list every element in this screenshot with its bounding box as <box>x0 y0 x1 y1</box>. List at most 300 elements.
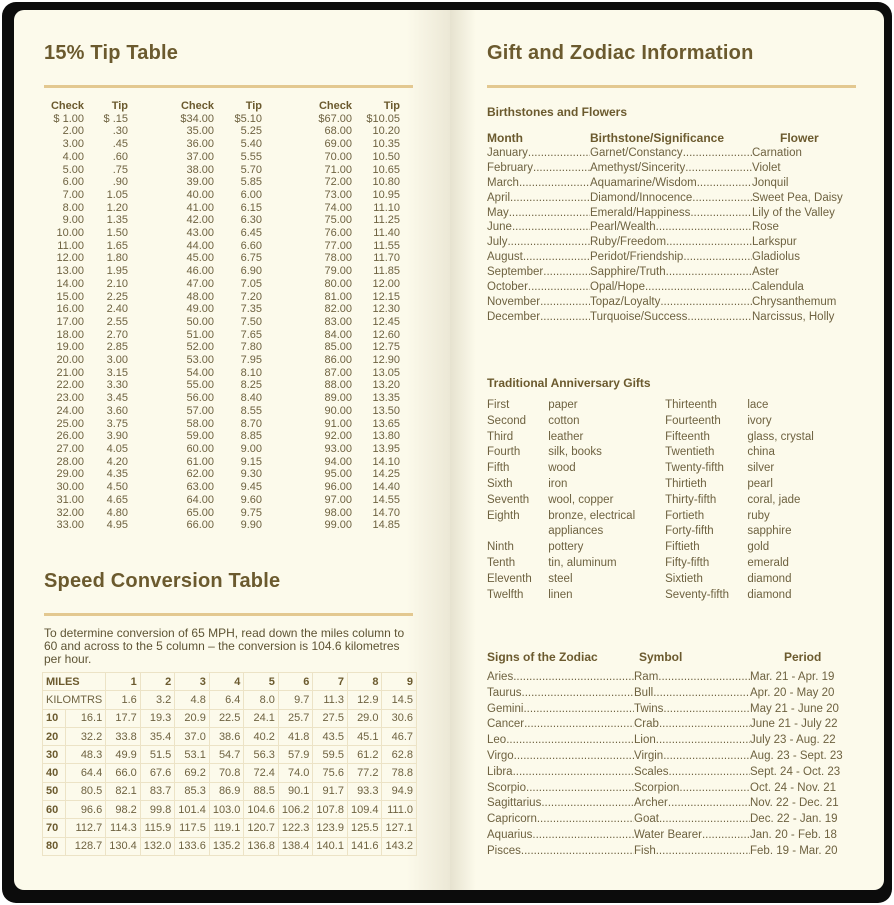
birthstone: Pearl/Wealth <box>590 221 656 234</box>
tip-row <box>312 341 408 354</box>
check-value: 14.00 <box>56 277 84 290</box>
speed-row <box>43 764 417 782</box>
speed-cell: 50 <box>43 782 66 800</box>
check-value: 32.00 <box>56 506 84 519</box>
speed-cell: 82.1 <box>106 782 141 800</box>
check-value: 36.00 <box>186 138 214 151</box>
check-value: 68.00 <box>324 125 352 138</box>
dot-leader <box>512 220 590 235</box>
tip-row <box>174 303 264 316</box>
symbol: Water Bearer <box>634 828 702 841</box>
tip-row <box>174 405 264 418</box>
tip-row <box>44 367 134 380</box>
tip-value: 9.60 <box>240 493 262 506</box>
stone-cell <box>590 161 752 176</box>
birthstone: Aquamarine/Wisdom <box>590 176 697 189</box>
year: Fifteenth <box>665 430 710 443</box>
birth-header: Month <box>487 131 523 145</box>
check-value: 84.00 <box>324 328 352 341</box>
check-value: 41.00 <box>186 201 214 214</box>
speed-cell: 77.2 <box>347 764 382 782</box>
check-value: 96.00 <box>324 481 352 494</box>
dot-leader <box>683 250 752 265</box>
speed-cell: 112.7 <box>65 819 106 837</box>
tip-value: 6.75 <box>240 252 262 265</box>
tip-value: 13.65 <box>372 417 400 430</box>
tip-row <box>312 367 408 380</box>
speed-header-cell: MILES <box>43 673 106 691</box>
anniversary-row <box>487 430 857 446</box>
tip-row <box>174 151 264 164</box>
zodiac-row <box>487 702 857 718</box>
tip-table-title: 15% Tip Table <box>44 42 179 64</box>
check-value: 76.00 <box>324 227 352 240</box>
tip-row <box>312 278 408 291</box>
sign-cell <box>487 670 634 686</box>
gift: diamond <box>747 572 792 585</box>
speed-cell: 83.7 <box>140 782 175 800</box>
check-value: 78.00 <box>324 252 352 265</box>
anniversary-row <box>487 493 857 509</box>
speed-cell: 104.6 <box>244 801 279 819</box>
month: October <box>487 281 528 294</box>
tip-value: 10.80 <box>372 176 400 189</box>
birth-row <box>487 176 857 191</box>
check-header: Check <box>318 100 352 112</box>
gift: wood <box>548 462 576 475</box>
tip-value: 11.10 <box>373 201 400 214</box>
speed-table-title: Speed Conversion Table <box>44 570 281 592</box>
tip-row <box>174 418 264 431</box>
dot-leader <box>540 295 590 310</box>
speed-header-cell: 9 <box>382 673 417 691</box>
birthstone: Topaz/Loyalty <box>590 295 661 308</box>
tip-value: 9.15 <box>240 455 262 468</box>
anniversary-row <box>487 524 857 540</box>
symbol: Lion <box>634 734 656 747</box>
tip-row <box>312 291 408 304</box>
speed-cell: 106.2 <box>278 801 313 819</box>
speed-header-cell: 2 <box>140 673 175 691</box>
check-value: 56.00 <box>186 392 214 405</box>
tip-value: 6.00 <box>240 188 262 201</box>
sign-cell <box>487 828 634 844</box>
flower: Violet <box>752 161 781 174</box>
dot-leader <box>543 265 590 280</box>
speed-cell: 94.9 <box>382 782 417 800</box>
tip-value: 14.70 <box>372 506 400 519</box>
speed-cell: 45.1 <box>347 727 382 745</box>
check-value: 43.00 <box>186 227 214 240</box>
tip-value: 2.55 <box>106 315 128 328</box>
check-value: 9.00 <box>62 214 84 227</box>
speed-cell: 127.1 <box>382 819 417 837</box>
tip-row <box>174 176 264 189</box>
tip-value: 2.70 <box>106 328 128 341</box>
divider <box>487 85 856 88</box>
check-value: 79.00 <box>324 265 352 278</box>
stone-cell <box>590 176 752 191</box>
tip-value: 11.85 <box>373 265 400 278</box>
gift: silk, books <box>548 446 602 459</box>
tip-value: 5.40 <box>240 138 262 151</box>
speed-cell: 119.1 <box>209 819 244 837</box>
check-value: 57.00 <box>186 404 214 417</box>
year: Thirteenth <box>665 399 717 411</box>
check-value: 6.00 <box>62 176 84 189</box>
dot-leader <box>524 717 634 733</box>
speed-header-cell: 7 <box>313 673 348 691</box>
sign: Gemini <box>487 702 524 715</box>
tip-column-3 <box>312 100 408 532</box>
speed-cell: 114.3 <box>106 819 141 837</box>
speed-cell: 61.2 <box>347 746 382 764</box>
sign: Leo <box>487 734 507 747</box>
dot-leader <box>666 235 752 250</box>
check-value: 21.00 <box>56 366 84 379</box>
check-value: 89.00 <box>324 392 352 405</box>
dot-leader <box>679 781 750 797</box>
year: Seventy-fifth <box>665 588 730 601</box>
birthstone: Diamond/Innocence <box>590 191 693 204</box>
tip-value: 6.15 <box>240 201 262 214</box>
speed-cell: 122.3 <box>278 819 313 837</box>
year: Thirty-fifth <box>665 493 717 506</box>
year <box>487 524 548 540</box>
tip-row <box>44 443 134 456</box>
tip-value: 10.65 <box>372 163 400 176</box>
year: Thirtieth <box>665 477 707 490</box>
tip-row <box>44 113 134 126</box>
zodiac-row <box>487 670 857 686</box>
tip-row <box>312 227 408 240</box>
page-title: Gift and Zodiac Information <box>487 42 754 64</box>
stone-cell <box>590 220 752 235</box>
anniversary-row <box>487 556 857 572</box>
tip-row <box>174 443 264 456</box>
tip-value: 12.15 <box>372 290 400 303</box>
gift: sapphire <box>747 525 792 538</box>
tip-value: 5.25 <box>240 125 262 138</box>
check-value: 8.00 <box>62 201 84 214</box>
gift: emerald <box>747 556 789 569</box>
tip-row <box>174 392 264 405</box>
tip-value: 11.55 <box>373 239 400 252</box>
check-value: $34.00 <box>180 112 214 125</box>
sign-cell <box>487 796 634 812</box>
tip-row <box>312 379 408 392</box>
check-value: 42.00 <box>186 214 214 227</box>
tip-value: 3.90 <box>106 430 128 443</box>
birthstones-title: Birthstones and Flowers <box>487 105 628 119</box>
speed-cell: 140.1 <box>313 837 348 855</box>
tip-value: 4.05 <box>106 442 128 455</box>
symbol: Archer <box>634 797 668 810</box>
tip-row <box>312 138 408 151</box>
tip-row <box>44 316 134 329</box>
gift: tin, aluminum <box>548 556 617 569</box>
speed-cell: 91.7 <box>313 782 348 800</box>
gift: ruby <box>747 509 770 522</box>
tip-value: 14.85 <box>372 519 400 532</box>
symbol: Crab <box>634 718 659 731</box>
speed-cell: 72.4 <box>244 764 279 782</box>
check-value: 94.00 <box>324 455 352 468</box>
check-value: 82.00 <box>324 303 352 316</box>
symbol-header: Symbol <box>639 650 683 664</box>
speed-cell: 19.3 <box>140 709 175 727</box>
dot-leader <box>656 844 750 860</box>
tip-row <box>44 138 134 151</box>
speed-cell: 67.6 <box>140 764 175 782</box>
tip-row <box>312 468 408 481</box>
zodiac-row <box>487 781 857 797</box>
speed-cell: 123.9 <box>313 819 348 837</box>
gift: silver <box>747 462 775 475</box>
check-value: 35.00 <box>186 125 214 138</box>
tip-value: 4.35 <box>106 468 128 481</box>
speed-km-cell: 9.7 <box>278 691 313 709</box>
speed-cell: 136.8 <box>244 837 279 855</box>
year: Ninth <box>487 541 514 554</box>
month-cell <box>487 191 590 206</box>
speed-cell: 17.7 <box>106 709 141 727</box>
anniversary-row <box>487 414 857 430</box>
dot-leader <box>669 765 750 781</box>
dot-leader <box>506 733 634 749</box>
tip-row <box>44 468 134 481</box>
tip-row <box>174 202 264 215</box>
speed-cell: 117.5 <box>175 819 210 837</box>
dot-leader <box>510 191 590 206</box>
period: May 21 - June 20 <box>750 702 839 715</box>
tip-row <box>312 252 408 265</box>
tip-header-row <box>44 100 134 113</box>
tip-value: 13.05 <box>372 366 400 379</box>
period: Dec. 22 - Jan. 19 <box>750 813 838 826</box>
speed-cell: 132.0 <box>140 837 175 855</box>
tip-value: 13.80 <box>372 430 400 443</box>
month-cell <box>487 310 590 325</box>
tip-row <box>44 151 134 164</box>
speed-cell: 111.0 <box>382 801 417 819</box>
check-value: 75.00 <box>324 214 352 227</box>
tip-header: Tip <box>245 100 262 112</box>
tip-value: 7.95 <box>240 354 262 367</box>
speed-cell: 40 <box>43 764 66 782</box>
speed-cell: 20.9 <box>175 709 210 727</box>
check-value: 4.00 <box>62 150 84 163</box>
speed-cell: 41.8 <box>278 727 313 745</box>
dot-leader <box>697 176 752 191</box>
dot-leader <box>656 733 750 749</box>
birth-row <box>487 220 857 235</box>
tip-row <box>44 341 134 354</box>
tip-value: 6.45 <box>240 227 262 240</box>
gift: paper <box>548 399 578 411</box>
speed-conversion-table <box>42 672 417 856</box>
speed-header-cell: 3 <box>175 673 210 691</box>
stone-cell <box>590 280 752 295</box>
speed-header-cell: 1 <box>106 673 141 691</box>
gift: gold <box>747 541 770 554</box>
speed-cell: 16.1 <box>65 709 106 727</box>
zodiac-row <box>487 796 857 812</box>
birth-header-row <box>487 131 857 146</box>
tip-row <box>174 227 264 240</box>
check-value: 61.00 <box>186 455 214 468</box>
stone-cell <box>590 310 752 325</box>
tip-row <box>44 202 134 215</box>
dot-leader <box>541 796 634 812</box>
check-value: 7.00 <box>62 188 84 201</box>
flower: Sweet Pea, Daisy <box>752 191 843 204</box>
flower: Chrysanthemum <box>752 295 837 308</box>
tip-row <box>44 278 134 291</box>
tip-value: 14.55 <box>372 493 400 506</box>
tip-value: 13.35 <box>372 392 400 405</box>
birthstone: Ruby/Freedom <box>590 236 667 249</box>
tip-row <box>44 214 134 227</box>
check-value: 13.00 <box>56 265 84 278</box>
check-value: 18.00 <box>56 328 84 341</box>
check-value: 52.00 <box>186 341 214 354</box>
sign: Aries <box>487 671 514 683</box>
check-value: 77.00 <box>324 239 352 252</box>
symbol-cell <box>634 702 750 718</box>
birthstone: Amethyst/Sincerity <box>590 161 686 174</box>
year: Tenth <box>487 556 516 569</box>
speed-cell: 33.8 <box>106 727 141 745</box>
flower: Jonquil <box>752 176 789 189</box>
tip-value: 12.00 <box>372 277 400 290</box>
speed-cell: 135.2 <box>209 837 244 855</box>
sign: Taurus <box>487 686 522 699</box>
check-value: 5.00 <box>62 163 84 176</box>
gift: pottery <box>548 541 584 554</box>
birth-row <box>487 265 857 280</box>
gift: coral, jade <box>747 493 801 506</box>
check-value: 37.00 <box>186 150 214 163</box>
speed-cell: 37.0 <box>175 727 210 745</box>
tip-value: 3.00 <box>106 354 128 367</box>
tip-row <box>44 379 134 392</box>
tip-value: 8.85 <box>240 430 262 443</box>
month: September <box>487 266 544 279</box>
tip-row <box>44 430 134 443</box>
tip-value: 4.65 <box>106 493 128 506</box>
month: May <box>487 206 509 219</box>
dot-leader <box>685 161 752 176</box>
speed-cell: 40.2 <box>244 727 279 745</box>
tip-row <box>44 164 134 177</box>
tip-row <box>174 456 264 469</box>
tip-row <box>174 494 264 507</box>
year: Fourth <box>487 446 521 459</box>
birth-row <box>487 310 857 325</box>
check-value: 69.00 <box>324 138 352 151</box>
year: Twelfth <box>487 588 524 601</box>
birth-header: Flower <box>780 131 819 145</box>
tip-row <box>312 494 408 507</box>
period-header: Period <box>784 650 822 664</box>
month-cell <box>487 176 590 191</box>
check-value: 98.00 <box>324 506 352 519</box>
check-value: 53.00 <box>186 354 214 367</box>
stone-cell <box>590 206 752 221</box>
birth-row <box>487 191 857 206</box>
tip-row <box>174 329 264 342</box>
tip-value: 8.25 <box>240 379 262 392</box>
check-value: 80.00 <box>324 277 352 290</box>
zodiac-row <box>487 765 857 781</box>
tip-value: 6.60 <box>240 239 262 252</box>
speed-km-cell: 1.6 <box>106 691 141 709</box>
speed-cell: 80 <box>43 837 66 855</box>
zodiac-header-row <box>639 650 859 664</box>
tip-row <box>44 481 134 494</box>
tip-value: $10.05 <box>366 112 400 125</box>
month: April <box>487 191 511 204</box>
month-cell <box>487 265 590 280</box>
month-cell <box>487 235 590 250</box>
tip-row <box>174 265 264 278</box>
anniversary-title: Traditional Anniversary Gifts <box>487 376 651 390</box>
speed-cell: 78.8 <box>382 764 417 782</box>
check-value: 25.00 <box>56 417 84 430</box>
speed-cell: 107.8 <box>313 801 348 819</box>
tip-header: Tip <box>111 100 128 112</box>
tip-value: 13.20 <box>372 379 400 392</box>
tip-value: 3.15 <box>106 366 128 379</box>
speed-cell: 128.7 <box>65 837 106 855</box>
year: Fifty-fifth <box>665 556 710 569</box>
check-value: 58.00 <box>186 417 214 430</box>
tip-row <box>44 125 134 138</box>
gift: wool, copper <box>548 493 614 506</box>
period: Sept. 24 - Oct. 23 <box>750 765 841 778</box>
symbol: Fish <box>634 844 656 857</box>
anniversary-row <box>487 540 857 556</box>
period: July 23 - Aug. 22 <box>750 734 836 747</box>
symbol: Scorpion <box>634 781 680 794</box>
speed-cell: 98.2 <box>106 801 141 819</box>
tip-row <box>312 316 408 329</box>
speed-cell: 101.4 <box>175 801 210 819</box>
gift: glass, crystal <box>747 430 814 443</box>
speed-header-cell: 6 <box>278 673 313 691</box>
tip-row <box>312 125 408 138</box>
check-value: 91.00 <box>324 417 352 430</box>
zodiac-title: Signs of the Zodiac <box>487 650 598 664</box>
tip-value: 9.30 <box>240 468 262 481</box>
zodiac-row <box>487 686 857 702</box>
stone-cell <box>590 265 752 280</box>
period: Oct. 24 - Nov. 21 <box>750 781 837 794</box>
tip-value: 1.65 <box>106 239 128 252</box>
speed-cell: 141.6 <box>347 837 382 855</box>
dot-leader <box>666 265 752 280</box>
zodiac-row <box>487 828 857 844</box>
check-value: 20.00 <box>56 354 84 367</box>
tip-row <box>312 329 408 342</box>
check-value: 70.00 <box>324 150 352 163</box>
sign-cell <box>487 717 634 733</box>
year: Seventh <box>487 493 530 506</box>
period: Aug. 23 - Sept. 23 <box>750 749 843 762</box>
tip-value: 12.90 <box>372 354 400 367</box>
dot-leader <box>523 702 634 718</box>
